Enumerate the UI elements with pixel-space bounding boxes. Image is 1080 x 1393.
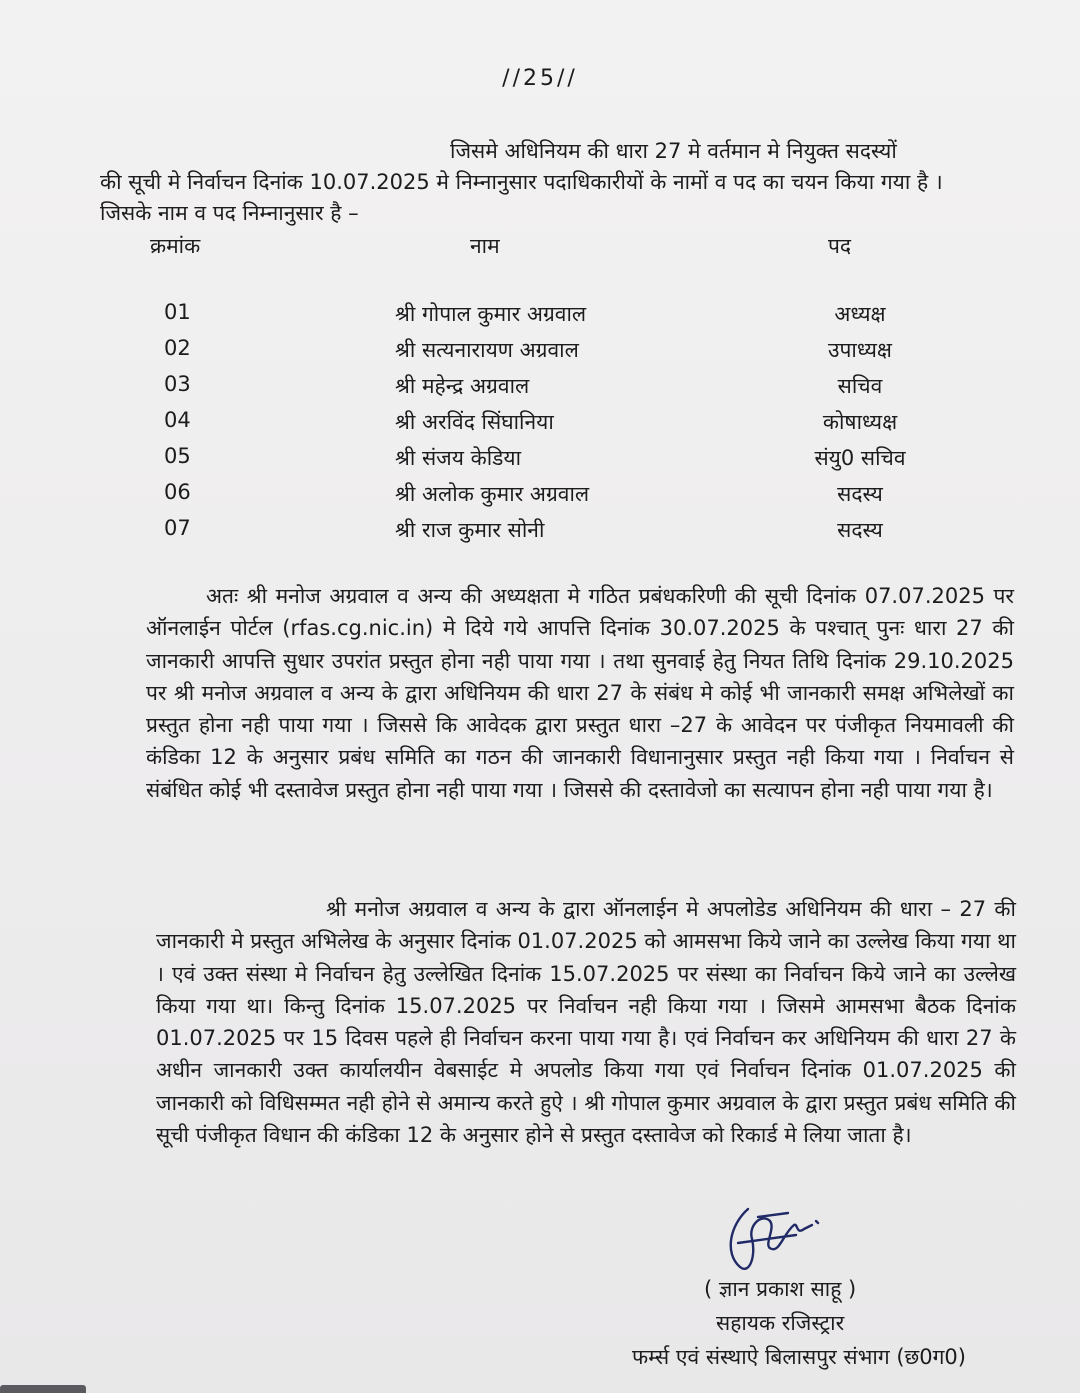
table-row	[0, 298, 1080, 334]
table-row	[0, 370, 1080, 406]
table-row	[0, 478, 1080, 514]
row-serial: 02	[164, 336, 191, 360]
row-name: श्री अलोक कुमार अग्रवाल	[395, 482, 590, 506]
row-serial: 05	[164, 444, 191, 468]
table-row	[0, 514, 1080, 550]
row-post: सदस्य	[837, 518, 883, 542]
row-post: सचिव	[837, 374, 883, 398]
intro-paragraph	[100, 136, 990, 229]
table-row	[0, 334, 1080, 370]
table-row	[0, 442, 1080, 478]
row-post: उपाध्यक्ष	[827, 338, 892, 362]
row-serial: 07	[164, 516, 191, 540]
row-serial: 04	[164, 408, 191, 432]
paragraph-2-text: अतः श्री मनोज अग्रवाल व अन्य की अध्यक्षता मे गठित प्रबंधकरिणी की सूची दिनांक 07.07.2025 पर ऑनलाईन पोर्टल (rfas.cg.nic.in) मे दिये गये आपत्ति दिनांक 30.07.2025 के पश्चात् पुनः धारा 27 की जानकारी आपत्ति सुधार उपरांत प्रस्तुत होना नही पाया गया । तथा सुनवाई हेतु नियत तिथि दिनांक 29.10.2025 पर श्री मनोज अग्रवाल व अन्य के द्वारा अधिनियम की धारा 27 के संबंध मे कोई भी जानकारी समक्ष अभिलेखों का प्रस्तुत होना नही पाया गया । जिससे कि आवेदक द्वारा प्रस्तुत धारा –27 के आवेदन पर पंजीकृत नियमावली की कंडिका 12 के अनुसार प्रबंध समिति का गठन की जानकारी विधानानुसार प्रस्तुत नही किया गया । निर्वाचन से संबंधित कोई भी दस्तावेज प्रस्तुत होना नही पाया गया । जिससे की दस्तावेजो का सत्यापन होना नही पाया गया है।	[146, 584, 1014, 802]
row-name: श्री राज कुमार सोनी	[395, 518, 545, 542]
row-post: सदस्य	[837, 482, 883, 506]
row-name: श्री संजय केडिया	[395, 446, 522, 470]
row-post: कोषाध्यक्ष	[822, 410, 898, 434]
row-name: श्री गोपाल कुमार अग्रवाल	[395, 302, 587, 326]
signatory-name: ( ज्ञान प्रकाश साहू )	[704, 1277, 857, 1301]
table-row	[0, 406, 1080, 442]
signatory-designation: सहायक रजिस्ट्रार	[716, 1311, 845, 1335]
page-number: //25//	[502, 66, 578, 91]
paragraph-3-text: श्री मनोज अग्रवाल व अन्य के द्वारा ऑनलाईन मे अपलोडेड अधिनियम की धारा – 27 की जानकारी मे प्रस्तुत अभिलेख के अनुसार दिनांक 01.07.2025 को आमसभा किये जाने का उल्लेख किया गया था । एवं उक्त संस्था मे निर्वाचन हेतु उल्लेखित दिनांक 15.07.2025 पर संस्था का निर्वाचन किये जाने का उल्लेख किया गया था। किन्तु दिनांक 15.07.2025 पर निर्वाचन नही किया गया । जिसमे आमसभा बैठक दिनांक 01.07.2025 पर 15 दिवस पहले ही निर्वाचन करना पाया गया है। एवं निर्वाचन कर अधिनियम की धारा 27 के अधीन जानकारी उक्त कार्यालयीन वेबसाईट मे अपलोड किया गया एवं निर्वाचन दिनांक 01.07.2025 की जानकारी को विधिसम्मत नही होने से अमान्य करते हुऐ । श्री गोपाल कुमार अग्रवाल के द्वारा प्रस्तुत प्रबंध समिति की सूची पंजीकृत विधान की कंडिका 12 के अनुसार होने से प्रस्तुत दस्तावेज को रिकार्ड मे लिया जाता है।	[156, 897, 1016, 1148]
table-header-serial: क्रमांक	[150, 234, 201, 258]
intro-line1: जिसमे अधिनियम की धारा 27 मे वर्तमान मे नियुक्त सदस्यों	[450, 139, 897, 163]
row-post: अध्यक्ष	[834, 302, 886, 326]
table-header-name: नाम	[470, 234, 500, 258]
intro-rest: की सूची मे निर्वाचन दिनांक 10.07.2025 मे निम्नानुसार पदाधिकारीयों के नामों व पद का चयन किया गया है । जिसके नाम व पद निम्नानुसार है –	[100, 170, 943, 225]
paragraph-decision	[156, 893, 1016, 1151]
row-name: श्री अरविंद सिंघानिया	[395, 410, 554, 434]
paragraph-objection-summary	[146, 580, 1014, 806]
signatory-office: फर्म्स एवं संस्थाऐ बिलासपुर संभाग (छ0ग0)	[632, 1345, 966, 1369]
row-serial: 01	[164, 300, 191, 324]
row-post: संयु0 सचिव	[814, 446, 906, 470]
table-header-post: पद	[828, 234, 852, 258]
row-serial: 03	[164, 372, 191, 396]
row-name: श्री महेन्द्र अग्रवाल	[395, 374, 530, 398]
signature-block	[632, 1272, 1032, 1374]
row-name: श्री सत्यनारायण अग्रवाल	[395, 338, 579, 362]
row-serial: 06	[164, 480, 191, 504]
office-bearers-table	[0, 298, 1080, 550]
scan-edge-artifact	[0, 1385, 86, 1393]
